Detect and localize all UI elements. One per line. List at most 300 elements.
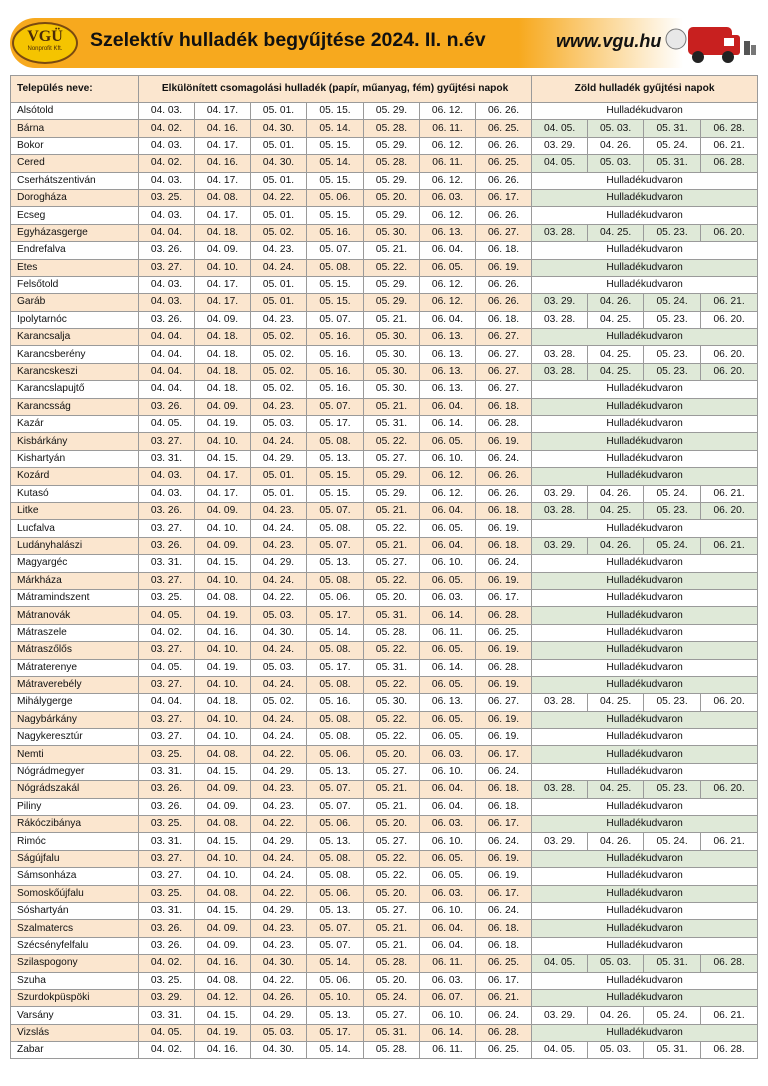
packaging-date-cell: 05. 08. <box>307 433 364 450</box>
green-waste-yard-cell: Hulladékudvaron <box>532 555 758 572</box>
packaging-date-cell: 04. 30. <box>251 624 307 641</box>
packaging-date-cell: 06. 28. <box>476 607 532 624</box>
packaging-date-cell: 05. 22. <box>364 868 420 885</box>
green-date-cell: 05. 23. <box>644 311 701 328</box>
green-date-cell: 04. 25. <box>588 224 644 241</box>
packaging-date-cell: 05. 08. <box>307 729 364 746</box>
packaging-date-cell: 04. 08. <box>195 189 251 206</box>
packaging-date-cell: 06. 04. <box>420 242 476 259</box>
settlement-name-cell: Kishartyán <box>11 450 139 467</box>
packaging-date-cell: 04. 24. <box>251 572 307 589</box>
packaging-date-cell: 06. 28. <box>476 659 532 676</box>
packaging-date-cell: 06. 17. <box>476 746 532 763</box>
packaging-date-cell: 05. 21. <box>364 937 420 954</box>
green-date-cell: 06. 21. <box>701 537 758 554</box>
packaging-date-cell: 06. 07. <box>420 989 476 1006</box>
packaging-date-cell: 05. 02. <box>251 329 307 346</box>
green-date-cell: 03. 28. <box>532 224 588 241</box>
settlement-name-cell: Cered <box>11 155 139 172</box>
green-waste-yard-cell: Hulladékudvaron <box>532 937 758 954</box>
packaging-date-cell: 05. 29. <box>364 207 420 224</box>
packaging-date-cell: 04. 02. <box>139 955 195 972</box>
packaging-date-cell: 05. 07. <box>307 311 364 328</box>
green-date-cell: 03. 29. <box>532 1007 588 1024</box>
packaging-date-cell: 04. 18. <box>195 381 251 398</box>
packaging-date-cell: 06. 18. <box>476 502 532 519</box>
packaging-date-cell: 05. 06. <box>307 972 364 989</box>
green-waste-yard-cell: Hulladékudvaron <box>532 242 758 259</box>
packaging-date-cell: 04. 10. <box>195 520 251 537</box>
green-date-cell: 05. 23. <box>644 781 701 798</box>
green-waste-yard-cell: Hulladékudvaron <box>532 676 758 693</box>
green-date-cell: 03. 28. <box>532 781 588 798</box>
packaging-date-cell: 04. 05. <box>139 607 195 624</box>
packaging-date-cell: 04. 16. <box>195 155 251 172</box>
settlement-name-cell: Szilaspogony <box>11 955 139 972</box>
packaging-date-cell: 05. 01. <box>251 207 307 224</box>
packaging-date-cell: 06. 10. <box>420 833 476 850</box>
table-row <box>11 816 758 833</box>
table-row <box>11 329 758 346</box>
green-waste-yard-cell: Hulladékudvaron <box>532 868 758 885</box>
green-waste-yard-cell: Hulladékudvaron <box>532 329 758 346</box>
settlement-name-cell: Szuha <box>11 972 139 989</box>
packaging-date-cell: 05. 03. <box>251 659 307 676</box>
packaging-date-cell: 03. 27. <box>139 711 195 728</box>
packaging-date-cell: 06. 19. <box>476 850 532 867</box>
packaging-date-cell: 06. 12. <box>420 276 476 293</box>
packaging-date-cell: 03. 25. <box>139 972 195 989</box>
packaging-date-cell: 04. 04. <box>139 694 195 711</box>
packaging-date-cell: 05. 22. <box>364 850 420 867</box>
green-date-cell: 06. 28. <box>701 155 758 172</box>
packaging-date-cell: 03. 26. <box>139 398 195 415</box>
packaging-date-cell: 06. 04. <box>420 920 476 937</box>
packaging-date-cell: 05. 14. <box>307 624 364 641</box>
packaging-date-cell: 06. 18. <box>476 537 532 554</box>
green-date-cell: 04. 26. <box>588 485 644 502</box>
packaging-date-cell: 06. 25. <box>476 624 532 641</box>
packaging-date-cell: 04. 23. <box>251 242 307 259</box>
table-row <box>11 729 758 746</box>
green-date-cell: 06. 28. <box>701 1042 758 1059</box>
settlement-name-cell: Mihálygerge <box>11 694 139 711</box>
settlement-name-cell: Varsány <box>11 1007 139 1024</box>
packaging-date-cell: 06. 03. <box>420 746 476 763</box>
green-date-cell: 05. 24. <box>644 294 701 311</box>
packaging-date-cell: 04. 15. <box>195 555 251 572</box>
packaging-date-cell: 03. 26. <box>139 502 195 519</box>
packaging-date-cell: 05. 01. <box>251 468 307 485</box>
packaging-date-cell: 05. 31. <box>364 607 420 624</box>
logo-subtext: Nonprofit Kft. <box>27 46 63 52</box>
packaging-date-cell: 06. 10. <box>420 555 476 572</box>
packaging-date-cell: 05. 20. <box>364 589 420 606</box>
packaging-date-cell: 04. 22. <box>251 972 307 989</box>
settlement-name-cell: Szécsényfelfalu <box>11 937 139 954</box>
packaging-date-cell: 04. 09. <box>195 502 251 519</box>
table-row <box>11 537 758 554</box>
green-date-cell: 06. 28. <box>701 120 758 137</box>
green-waste-yard-cell: Hulladékudvaron <box>532 468 758 485</box>
packaging-date-cell: 06. 11. <box>420 120 476 137</box>
settlement-name-cell: Mátraverebély <box>11 676 139 693</box>
green-waste-yard-cell: Hulladékudvaron <box>532 381 758 398</box>
green-date-cell: 04. 05. <box>532 120 588 137</box>
table-row <box>11 850 758 867</box>
packaging-date-cell: 03. 25. <box>139 189 195 206</box>
table-row <box>11 520 758 537</box>
green-date-cell: 05. 31. <box>644 1042 701 1059</box>
packaging-date-cell: 04. 19. <box>195 607 251 624</box>
packaging-date-cell: 04. 19. <box>195 1024 251 1041</box>
table-row <box>11 120 758 137</box>
green-date-cell: 03. 28. <box>532 311 588 328</box>
packaging-date-cell: 05. 27. <box>364 1007 420 1024</box>
packaging-date-cell: 05. 30. <box>364 381 420 398</box>
packaging-date-cell: 05. 01. <box>251 485 307 502</box>
packaging-date-cell: 04. 17. <box>195 137 251 154</box>
table-row <box>11 920 758 937</box>
packaging-date-cell: 04. 17. <box>195 207 251 224</box>
packaging-date-cell: 05. 03. <box>251 416 307 433</box>
green-date-cell: 04. 25. <box>588 502 644 519</box>
packaging-date-cell: 03. 29. <box>139 989 195 1006</box>
table-row <box>11 798 758 815</box>
packaging-date-cell: 05. 16. <box>307 346 364 363</box>
settlement-name-cell: Garáb <box>11 294 139 311</box>
packaging-date-cell: 03. 25. <box>139 816 195 833</box>
packaging-date-cell: 04. 16. <box>195 624 251 641</box>
packaging-date-cell: 04. 24. <box>251 850 307 867</box>
packaging-date-cell: 05. 07. <box>307 798 364 815</box>
packaging-date-cell: 05. 06. <box>307 589 364 606</box>
packaging-date-cell: 05. 01. <box>251 276 307 293</box>
packaging-date-cell: 06. 04. <box>420 502 476 519</box>
settlement-name-cell: Nemti <box>11 746 139 763</box>
website-link[interactable]: www.vgu.hu <box>556 31 662 51</box>
vgu-logo <box>12 22 78 64</box>
green-waste-yard-cell: Hulladékudvaron <box>532 746 758 763</box>
packaging-date-cell: 05. 08. <box>307 676 364 693</box>
packaging-date-cell: 05. 08. <box>307 711 364 728</box>
table-row <box>11 502 758 519</box>
packaging-date-cell: 06. 13. <box>420 329 476 346</box>
packaging-date-cell: 04. 23. <box>251 502 307 519</box>
packaging-date-cell: 06. 27. <box>476 363 532 380</box>
table-row <box>11 694 758 711</box>
packaging-date-cell: 05. 22. <box>364 433 420 450</box>
packaging-date-cell: 04. 03. <box>139 468 195 485</box>
packaging-date-cell: 04. 03. <box>139 103 195 120</box>
packaging-date-cell: 04. 09. <box>195 920 251 937</box>
packaging-date-cell: 06. 26. <box>476 172 532 189</box>
packaging-date-cell: 04. 04. <box>139 381 195 398</box>
packaging-date-cell: 04. 26. <box>251 989 307 1006</box>
green-date-cell: 03. 28. <box>532 694 588 711</box>
packaging-date-cell: 05. 27. <box>364 555 420 572</box>
packaging-date-cell: 06. 19. <box>476 676 532 693</box>
green-waste-yard-cell: Hulladékudvaron <box>532 207 758 224</box>
green-waste-yard-cell: Hulladékudvaron <box>532 642 758 659</box>
packaging-date-cell: 06. 18. <box>476 242 532 259</box>
packaging-date-cell: 04. 04. <box>139 363 195 380</box>
table-row <box>11 642 758 659</box>
packaging-date-cell: 04. 17. <box>195 485 251 502</box>
packaging-date-cell: 06. 13. <box>420 381 476 398</box>
table-row <box>11 433 758 450</box>
table-row <box>11 311 758 328</box>
packaging-date-cell: 06. 05. <box>420 259 476 276</box>
packaging-date-cell: 05. 01. <box>251 172 307 189</box>
packaging-date-cell: 04. 08. <box>195 972 251 989</box>
packaging-date-cell: 05. 22. <box>364 642 420 659</box>
green-waste-yard-cell: Hulladékudvaron <box>532 520 758 537</box>
settlement-name-cell: Karancslapujtő <box>11 381 139 398</box>
packaging-date-cell: 06. 24. <box>476 833 532 850</box>
settlement-name-cell: Litke <box>11 502 139 519</box>
packaging-date-cell: 06. 25. <box>476 120 532 137</box>
packaging-date-cell: 05. 27. <box>364 902 420 919</box>
packaging-date-cell: 05. 08. <box>307 850 364 867</box>
packaging-date-cell: 05. 01. <box>251 103 307 120</box>
packaging-date-cell: 06. 17. <box>476 189 532 206</box>
packaging-date-cell: 05. 14. <box>307 120 364 137</box>
packaging-date-cell: 06. 04. <box>420 311 476 328</box>
packaging-date-cell: 03. 25. <box>139 885 195 902</box>
packaging-date-cell: 04. 15. <box>195 450 251 467</box>
green-date-cell: 06. 20. <box>701 224 758 241</box>
settlement-name-cell: Szurdokpüspöki <box>11 989 139 1006</box>
packaging-date-cell: 05. 30. <box>364 694 420 711</box>
settlement-name-cell: Mátranovák <box>11 607 139 624</box>
packaging-date-cell: 04. 24. <box>251 868 307 885</box>
packaging-date-cell: 05. 21. <box>364 537 420 554</box>
packaging-date-cell: 06. 12. <box>420 468 476 485</box>
table-row <box>11 607 758 624</box>
packaging-date-cell: 06. 19. <box>476 729 532 746</box>
settlement-name-cell: Kozárd <box>11 468 139 485</box>
packaging-date-cell: 06. 13. <box>420 224 476 241</box>
packaging-date-cell: 05. 07. <box>307 537 364 554</box>
packaging-date-cell: 05. 02. <box>251 224 307 241</box>
green-date-cell: 06. 20. <box>701 311 758 328</box>
table-row <box>11 659 758 676</box>
packaging-date-cell: 04. 23. <box>251 311 307 328</box>
table-row <box>11 276 758 293</box>
packaging-date-cell: 05. 13. <box>307 555 364 572</box>
packaging-date-cell: 04. 12. <box>195 989 251 1006</box>
settlement-name-cell: Mátraterenye <box>11 659 139 676</box>
packaging-date-cell: 05. 28. <box>364 1042 420 1059</box>
packaging-date-cell: 05. 02. <box>251 694 307 711</box>
green-date-cell: 03. 29. <box>532 137 588 154</box>
green-waste-yard-cell: Hulladékudvaron <box>532 103 758 120</box>
packaging-date-cell: 06. 05. <box>420 676 476 693</box>
packaging-date-cell: 06. 12. <box>420 485 476 502</box>
packaging-date-cell: 06. 24. <box>476 1007 532 1024</box>
settlement-name-cell: Sámsonháza <box>11 868 139 885</box>
packaging-date-cell: 04. 24. <box>251 676 307 693</box>
packaging-date-cell: 06. 17. <box>476 816 532 833</box>
settlement-name-cell: Kisbárkány <box>11 433 139 450</box>
packaging-date-cell: 06. 27. <box>476 381 532 398</box>
packaging-date-cell: 04. 22. <box>251 885 307 902</box>
table-row <box>11 346 758 363</box>
packaging-date-cell: 04. 02. <box>139 1042 195 1059</box>
packaging-date-cell: 06. 04. <box>420 781 476 798</box>
packaging-date-cell: 06. 12. <box>420 137 476 154</box>
green-waste-yard-cell: Hulladékudvaron <box>532 589 758 606</box>
packaging-date-cell: 04. 24. <box>251 642 307 659</box>
packaging-date-cell: 06. 14. <box>420 607 476 624</box>
green-date-cell: 04. 25. <box>588 694 644 711</box>
packaging-date-cell: 05. 14. <box>307 955 364 972</box>
packaging-date-cell: 06. 27. <box>476 224 532 241</box>
packaging-date-cell: 04. 30. <box>251 120 307 137</box>
packaging-date-cell: 04. 09. <box>195 311 251 328</box>
green-waste-yard-cell: Hulladékudvaron <box>532 850 758 867</box>
packaging-date-cell: 05. 17. <box>307 1024 364 1041</box>
packaging-date-cell: 06. 14. <box>420 1024 476 1041</box>
packaging-date-cell: 05. 10. <box>307 989 364 1006</box>
settlement-name-cell: Alsótold <box>11 103 139 120</box>
packaging-date-cell: 04. 10. <box>195 572 251 589</box>
packaging-date-cell: 04. 17. <box>195 103 251 120</box>
packaging-date-cell: 05. 21. <box>364 798 420 815</box>
green-date-cell: 05. 24. <box>644 537 701 554</box>
packaging-date-cell: 03. 26. <box>139 311 195 328</box>
green-waste-yard-cell: Hulladékudvaron <box>532 798 758 815</box>
green-date-cell: 05. 24. <box>644 485 701 502</box>
settlement-name-cell: Rákóczibánya <box>11 816 139 833</box>
settlement-name-cell: Zabar <box>11 1042 139 1059</box>
green-date-cell: 06. 21. <box>701 294 758 311</box>
packaging-date-cell: 05. 20. <box>364 189 420 206</box>
packaging-date-cell: 03. 26. <box>139 537 195 554</box>
packaging-date-cell: 04. 15. <box>195 1007 251 1024</box>
settlement-name-cell: Mátramindszent <box>11 589 139 606</box>
green-date-cell: 04. 25. <box>588 781 644 798</box>
packaging-date-cell: 06. 28. <box>476 416 532 433</box>
packaging-date-cell: 03. 27. <box>139 850 195 867</box>
packaging-date-cell: 05. 21. <box>364 242 420 259</box>
green-waste-yard-cell: Hulladékudvaron <box>532 259 758 276</box>
packaging-date-cell: 05. 15. <box>307 485 364 502</box>
packaging-date-cell: 03. 26. <box>139 242 195 259</box>
table-row <box>11 416 758 433</box>
settlement-name-cell: Kazár <box>11 416 139 433</box>
packaging-date-cell: 05. 29. <box>364 137 420 154</box>
settlement-name-cell: Ecseg <box>11 207 139 224</box>
packaging-date-cell: 04. 09. <box>195 398 251 415</box>
green-date-cell: 05. 31. <box>644 155 701 172</box>
settlement-name-cell: Magyargéc <box>11 555 139 572</box>
packaging-date-cell: 04. 22. <box>251 589 307 606</box>
settlement-name-cell: Mátraszőlős <box>11 642 139 659</box>
settlement-name-cell: Ludányhalászi <box>11 537 139 554</box>
table-row <box>11 972 758 989</box>
packaging-date-cell: 04. 22. <box>251 816 307 833</box>
packaging-date-cell: 04. 08. <box>195 746 251 763</box>
packaging-date-cell: 03. 26. <box>139 781 195 798</box>
packaging-date-cell: 04. 18. <box>195 694 251 711</box>
packaging-date-cell: 06. 11. <box>420 155 476 172</box>
settlement-name-cell: Somoskőújfalu <box>11 885 139 902</box>
packaging-date-cell: 04. 03. <box>139 172 195 189</box>
green-waste-yard-cell: Hulladékudvaron <box>532 816 758 833</box>
table-row <box>11 937 758 954</box>
green-date-cell: 05. 23. <box>644 694 701 711</box>
packaging-date-cell: 05. 08. <box>307 259 364 276</box>
packaging-date-cell: 05. 27. <box>364 833 420 850</box>
packaging-date-cell: 05. 24. <box>364 989 420 1006</box>
packaging-date-cell: 06. 25. <box>476 1042 532 1059</box>
packaging-date-cell: 05. 17. <box>307 659 364 676</box>
green-waste-yard-cell: Hulladékudvaron <box>532 972 758 989</box>
packaging-date-cell: 04. 05. <box>139 1024 195 1041</box>
green-date-cell: 05. 24. <box>644 833 701 850</box>
packaging-date-cell: 04. 09. <box>195 537 251 554</box>
packaging-date-cell: 06. 12. <box>420 172 476 189</box>
packaging-date-cell: 06. 05. <box>420 868 476 885</box>
settlement-name-cell: Nagybárkány <box>11 711 139 728</box>
packaging-date-cell: 04. 18. <box>195 224 251 241</box>
table-header-row <box>11 76 758 103</box>
packaging-date-cell: 06. 05. <box>420 433 476 450</box>
packaging-date-cell: 04. 17. <box>195 294 251 311</box>
table-row <box>11 624 758 641</box>
packaging-date-cell: 04. 16. <box>195 955 251 972</box>
packaging-date-cell: 05. 29. <box>364 276 420 293</box>
packaging-date-cell: 03. 31. <box>139 763 195 780</box>
green-waste-yard-cell: Hulladékudvaron <box>532 989 758 1006</box>
packaging-date-cell: 06. 11. <box>420 1042 476 1059</box>
packaging-date-cell: 06. 05. <box>420 520 476 537</box>
packaging-date-cell: 05. 07. <box>307 242 364 259</box>
packaging-column-header: Elkülönített csomagolási hulladék (papír, műanyag, fém) gyűjtési napok <box>139 76 532 103</box>
table-row <box>11 589 758 606</box>
packaging-date-cell: 05. 21. <box>364 502 420 519</box>
packaging-date-cell: 06. 24. <box>476 763 532 780</box>
packaging-date-cell: 05. 01. <box>251 294 307 311</box>
packaging-date-cell: 04. 09. <box>195 937 251 954</box>
settlement-name-cell: Márkháza <box>11 572 139 589</box>
settlement-name-cell: Sóshartyán <box>11 902 139 919</box>
green-date-cell: 03. 29. <box>532 537 588 554</box>
packaging-date-cell: 03. 31. <box>139 833 195 850</box>
packaging-date-cell: 04. 15. <box>195 833 251 850</box>
packaging-date-cell: 05. 22. <box>364 711 420 728</box>
packaging-date-cell: 04. 29. <box>251 902 307 919</box>
packaging-date-cell: 06. 18. <box>476 781 532 798</box>
packaging-date-cell: 05. 13. <box>307 450 364 467</box>
settlement-name-cell: Karancsberény <box>11 346 139 363</box>
packaging-date-cell: 05. 20. <box>364 746 420 763</box>
green-date-cell: 04. 05. <box>532 1042 588 1059</box>
packaging-date-cell: 04. 03. <box>139 294 195 311</box>
packaging-date-cell: 05. 16. <box>307 224 364 241</box>
packaging-date-cell: 03. 26. <box>139 920 195 937</box>
packaging-date-cell: 05. 16. <box>307 381 364 398</box>
packaging-date-cell: 06. 10. <box>420 450 476 467</box>
packaging-date-cell: 05. 22. <box>364 729 420 746</box>
packaging-date-cell: 05. 08. <box>307 572 364 589</box>
packaging-date-cell: 04. 05. <box>139 416 195 433</box>
green-date-cell: 05. 03. <box>588 155 644 172</box>
packaging-date-cell: 05. 20. <box>364 972 420 989</box>
table-body <box>11 103 758 1059</box>
